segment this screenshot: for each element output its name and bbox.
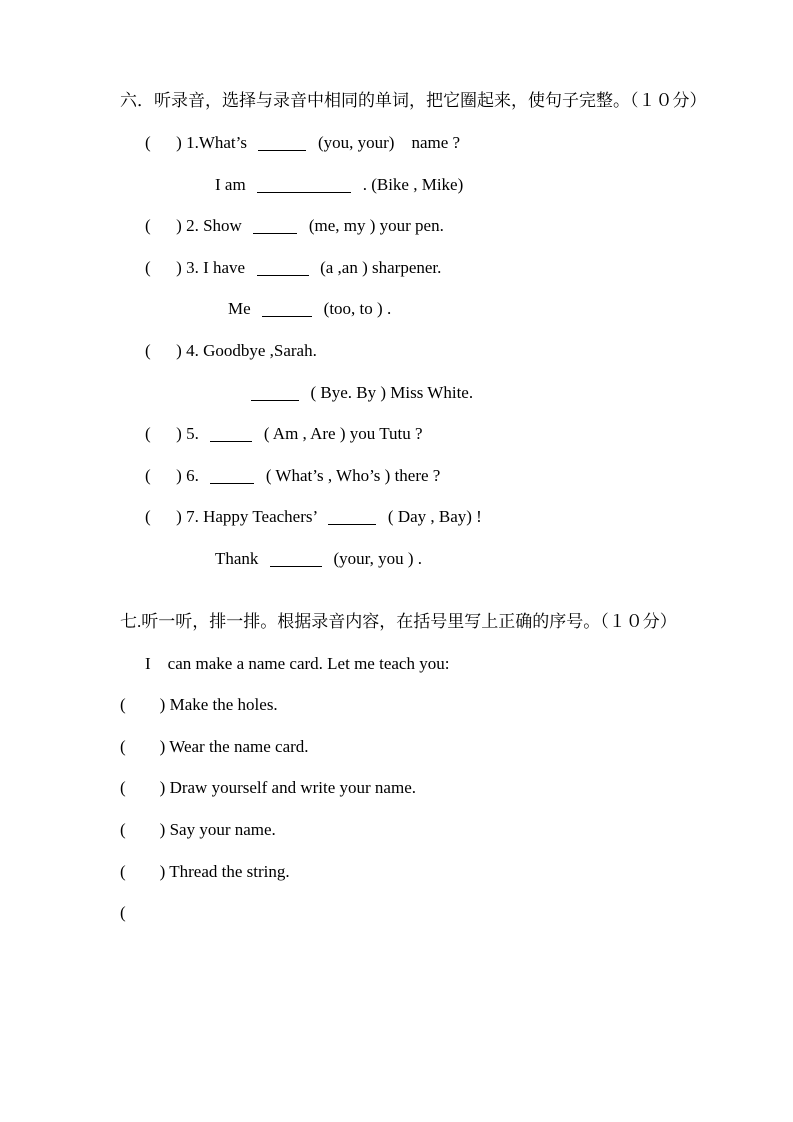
document-line [120, 684, 753, 726]
answer-blank [328, 524, 376, 525]
answer-blank [258, 150, 306, 151]
line-text: ( ) Make the holes. [120, 695, 278, 715]
answer-blank [210, 441, 252, 442]
line-text: ( ) 2. Show [145, 216, 251, 236]
line-text: (a ,an ) sharpener. [311, 257, 442, 277]
line-text: ( ) Say your name. [120, 819, 276, 839]
line-text: . (Bike , Mike) [354, 174, 464, 194]
line-text: ( ) 4. Goodbye ,Sarah. [145, 340, 317, 360]
line-text: ( What’s , Who’s ) there ? [257, 465, 441, 485]
line-text: (your, you ) . [324, 548, 422, 568]
section-seven-lines [120, 643, 753, 934]
answer-blank [251, 400, 299, 401]
line-text: Me [228, 299, 260, 319]
document-line [145, 205, 753, 247]
line-text: (too, to ) . [315, 299, 392, 319]
document-line [145, 247, 753, 289]
answer-blank [262, 316, 312, 317]
document-line [215, 538, 753, 580]
line-text: ( Day , Bay) ! [379, 507, 482, 527]
document-line [145, 496, 753, 538]
line-text: ( [120, 903, 126, 923]
document-line [248, 372, 753, 414]
line-text: ( Bye. By ) Miss White. [302, 382, 474, 402]
line-text: Thank [215, 548, 267, 568]
document-line [145, 330, 753, 372]
line-text: ( ) Thread the string. [120, 861, 290, 881]
line-text: I am [215, 174, 255, 194]
document-line [120, 851, 753, 893]
line-text: I can make a name card. Let me teach you: [145, 653, 450, 673]
document-line [120, 726, 753, 768]
answer-blank [257, 275, 309, 276]
line-text: ( ) 5. [145, 424, 208, 444]
line-text: ( ) Draw yourself and write your name. [120, 778, 416, 798]
section-six-lines [120, 122, 753, 580]
document-line [120, 809, 753, 851]
document-line [215, 164, 753, 206]
document-line [120, 767, 753, 809]
line-text: ( ) Wear the name card. [120, 736, 309, 756]
line-text: ( ) 1.What’s [145, 133, 256, 152]
line-text: ( ) 3. I have [145, 257, 254, 277]
document-line [145, 643, 753, 685]
section-seven [120, 609, 753, 934]
document-line [145, 455, 753, 497]
answer-blank [270, 566, 322, 567]
answer-blank [210, 483, 254, 484]
answer-blank [257, 192, 351, 193]
section-seven-heading: 七.听一听，排一排。根据录音内容，在括号里写上正确的序号。（１０分） [120, 611, 677, 631]
line-text: ( ) 7. Happy Teachers’ [145, 507, 326, 527]
line-text: (me, my ) your pen. [300, 216, 444, 236]
line-text: ( Am , Are ) you Tutu ? [255, 424, 423, 444]
line-text: (you, your) name ? [309, 133, 461, 152]
document-line [228, 288, 753, 330]
line-text: ( ) 6. [145, 465, 208, 485]
answer-blank [253, 233, 297, 234]
section-six [120, 88, 753, 580]
section-six-heading: 六．听录音，选择与录音中相同的单词，把它圈起来，使句子完整。（１０分） [120, 91, 707, 110]
document-line [145, 122, 753, 164]
document-line [145, 413, 753, 455]
document-line [120, 892, 753, 934]
